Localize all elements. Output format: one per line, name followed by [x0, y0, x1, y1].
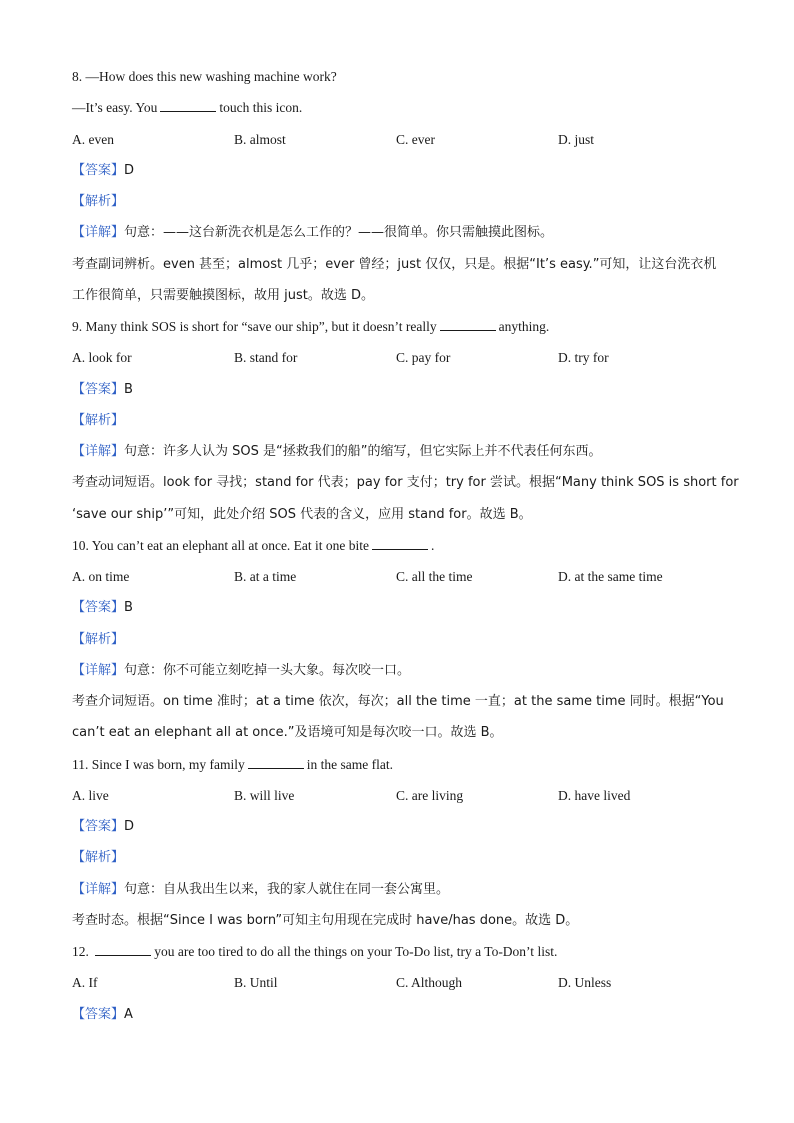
analysis-tag: 【解析】 [72, 412, 125, 428]
question-9-answer [72, 379, 722, 410]
question-text: in the same flat. [306, 756, 393, 772]
question-10-options [72, 566, 722, 597]
question-10-explanation-cont [72, 722, 722, 753]
question-11-stem [72, 754, 722, 785]
option-a: A. If [72, 975, 98, 991]
answer-tag: 【答案】 [72, 600, 125, 616]
answer-value: A [124, 1006, 133, 1022]
explanation-text: ‘save our ship’”可知，此处介绍 SOS 代表的含义，应用 stand for。故选 B。 [72, 506, 532, 522]
question-number: 10. [72, 537, 89, 553]
analysis-tag: 【解析】 [72, 194, 125, 209]
question-12-stem [72, 941, 722, 972]
question-10-analysis [72, 629, 722, 660]
question-12-options [72, 972, 722, 1003]
question-10-detail [72, 660, 722, 691]
question-9-explanation-cont [72, 504, 722, 535]
answer-value: D [124, 162, 135, 178]
answer-blank [248, 754, 304, 769]
detail-text: 句意：你不可能立刻吃掉一头大象。每次咬一口。 [124, 662, 411, 678]
question-10-stem [72, 535, 722, 566]
answer-value: B [124, 600, 133, 616]
explanation-text: can’t eat an elephant all at once.”及语境可知是每次咬一口。故选 B。 [72, 725, 503, 741]
question-12-answer [72, 1004, 722, 1035]
explanation-text: 考查时态。根据“Since I was born”可知主句用现在完成时 have/has done。故选 D。 [72, 912, 579, 928]
option-b: B. Until [234, 975, 278, 991]
option-d: D. have lived [558, 787, 631, 803]
option-c: C. are living [396, 787, 464, 803]
question-11-options [72, 785, 722, 816]
question-8-stem [72, 66, 722, 97]
detail-tag: 【详解】 [72, 444, 125, 459]
option-d: D. at the same time [558, 569, 663, 584]
answer-tag: 【答案】 [72, 1006, 125, 1022]
option-c: C. ever [396, 131, 435, 147]
answer-tag: 【答案】 [72, 162, 125, 178]
question-11-detail [72, 879, 722, 910]
question-8-detail [72, 222, 722, 253]
question-9-detail [72, 441, 722, 472]
question-text: you are too tired to do all the things on your To-Do list, try a To-Don’t list. [154, 944, 558, 959]
question-text: You can’t eat an elephant all at once. Eat it one bite [91, 537, 370, 553]
answer-tag: 【答案】 [72, 381, 125, 397]
explanation-text: 工作很简单，只需要触摸图标，故用 just。故选 D。 [72, 287, 374, 303]
question-9-analysis [72, 410, 722, 441]
answer-value: D [124, 819, 135, 834]
option-c: C. all the time [396, 569, 473, 584]
option-b: B. at a time [234, 569, 297, 584]
question-list [72, 66, 739, 1035]
question-number: 12. [72, 944, 89, 959]
answer-blank [95, 941, 151, 956]
detail-tag: 【详解】 [72, 662, 125, 678]
question-text: anything. [498, 319, 550, 334]
question-text: Many think SOS is short for “save our ship”, but it doesn’t really [85, 319, 437, 334]
detail-tag: 【详解】 [72, 881, 125, 897]
question-11-analysis [72, 847, 722, 878]
option-d: D. try for [558, 350, 609, 366]
answer-blank [372, 535, 428, 550]
question-9-options [72, 347, 722, 378]
option-c: C. Although [396, 975, 463, 991]
question-number: 9. [72, 319, 83, 334]
question-9-stem [72, 316, 722, 347]
option-a: A. even [72, 131, 114, 147]
analysis-tag: 【解析】 [72, 631, 125, 647]
question-text: —How does this new washing machine work? [85, 69, 337, 84]
question-8-stem-line2 [72, 97, 722, 128]
question-9-explanation [72, 472, 739, 503]
answer-tag: 【答案】 [72, 819, 125, 834]
question-10-answer [72, 597, 722, 628]
question-8-answer [72, 160, 722, 191]
detail-text: 句意：——这台新洗衣机是怎么工作的？——很简单。你只需触摸此图标。 [124, 225, 554, 241]
question-11-answer [72, 816, 722, 847]
question-text: touch this icon. [219, 100, 303, 116]
answer-value: B [124, 381, 133, 397]
detail-text: 句意：许多人认为 SOS 是“拯救我们的船”的缩写，但它实际上并不代表任何东西。 [124, 444, 602, 459]
analysis-tag: 【解析】 [72, 850, 125, 866]
option-a: A. look for [72, 350, 132, 366]
explanation-text: 考查副词辨析。even 甚至；almost 几乎；ever 曾经；just 仅仅，只是。根据“It’s easy.”可知，让这台洗衣机 [72, 256, 717, 272]
option-a: A. live [72, 787, 109, 803]
option-d: D. Unless [558, 975, 612, 991]
answer-blank [440, 316, 496, 331]
question-number: 8. [72, 69, 83, 84]
option-c: C. pay for [396, 350, 451, 366]
detail-text: 句意：自从我出生以来，我的家人就住在同一套公寓里。 [124, 881, 450, 897]
question-text: . [431, 537, 435, 553]
question-number: 11. [72, 756, 89, 772]
question-text: Since I was born, my family [91, 756, 245, 772]
explanation-text: 考查介词短语。on time 准时；at a time 依次，每次；all the time 一直；at the same time 同时。根据“You [72, 694, 724, 709]
option-d: D. just [558, 131, 595, 147]
question-11-explanation [72, 910, 722, 941]
question-8-options [72, 129, 722, 160]
option-a: A. on time [72, 569, 130, 584]
question-8-explanation-cont [72, 285, 722, 316]
detail-tag: 【详解】 [72, 225, 125, 241]
question-8-analysis [72, 191, 722, 222]
answer-blank [160, 97, 216, 112]
question-10-explanation [72, 691, 722, 722]
option-b: B. almost [234, 131, 286, 147]
question-text: —It’s easy. You [72, 100, 158, 116]
question-8-explanation [72, 254, 722, 285]
option-b: B. stand for [234, 350, 298, 366]
explanation-text: 考查动词短语。look for 寻找；stand for 代表；pay for 支付；try for 尝试。根据“Many think SOS is short for [72, 475, 739, 491]
option-b: B. will live [234, 787, 295, 803]
